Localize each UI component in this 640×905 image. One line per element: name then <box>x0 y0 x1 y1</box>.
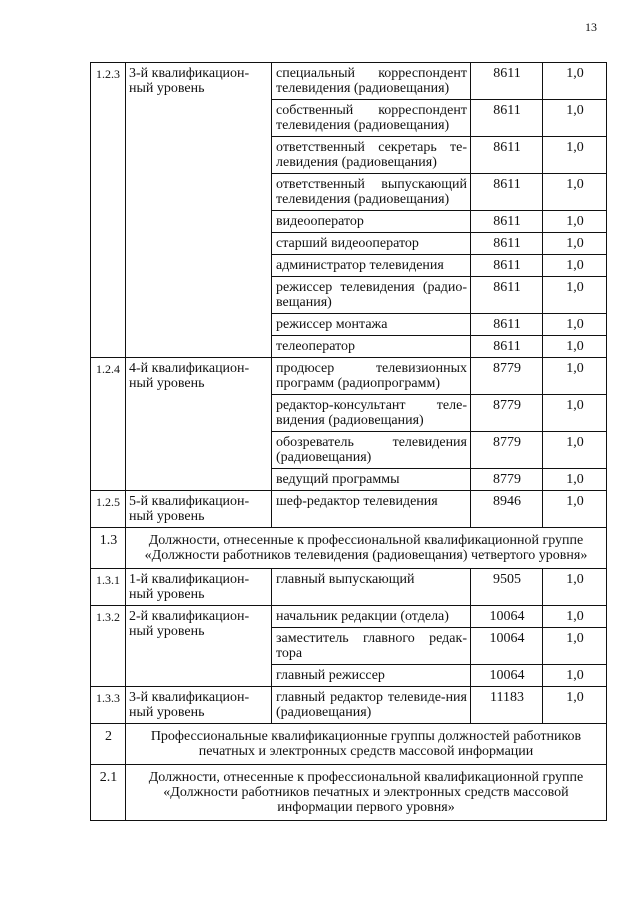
row-number: 1.2.3 <box>91 63 126 358</box>
coefficient-value: 1,0 <box>543 63 607 100</box>
position-name: главный выпускающий <box>272 569 471 606</box>
row-number: 1.2.5 <box>91 491 126 528</box>
salary-value: 8611 <box>471 137 543 174</box>
position-name: редактор-консультант теле-видения (радиовещания) <box>272 395 471 432</box>
coefficient-value: 1,0 <box>543 255 607 277</box>
salary-value: 8779 <box>471 358 543 395</box>
qualification-level: 4-й квалификацион-ный уровень <box>126 358 272 491</box>
row-number: 1.3.2 <box>91 606 126 687</box>
coefficient-value: 1,0 <box>543 358 607 395</box>
position-name: продюсер телевизионных программ (радиопрограмм) <box>272 358 471 395</box>
coefficient-value: 1,0 <box>543 665 607 687</box>
coefficient-value: 1,0 <box>543 137 607 174</box>
position-name: ответственный секретарь те-левидения (радиовещания) <box>272 137 471 174</box>
position-name: специальный корреспондент телевидения (радиовещания) <box>272 63 471 100</box>
section-number: 2 <box>91 724 126 765</box>
qualification-level: 1-й квалификацион-ный уровень <box>126 569 272 606</box>
position-name: телеоператор <box>272 336 471 358</box>
salary-value: 11183 <box>471 687 543 724</box>
table-row <box>91 491 607 528</box>
coefficient-value: 1,0 <box>543 432 607 469</box>
row-number: 1.3.1 <box>91 569 126 606</box>
salary-value: 9505 <box>471 569 543 606</box>
position-name: старший видеооператор <box>272 233 471 255</box>
salary-value: 8611 <box>471 174 543 211</box>
table-row <box>91 63 607 100</box>
position-name: режиссер телевидения (радио-вещания) <box>272 277 471 314</box>
qualification-table <box>90 62 607 821</box>
coefficient-value: 1,0 <box>543 174 607 211</box>
salary-value: 8611 <box>471 336 543 358</box>
section-title: Должности, отнесенные к профессиональной квалификационной группе «Должности работников телевидения (радиовещания) четвертого уровня» <box>126 528 607 569</box>
position-name: обозреватель телевидения (радиовещания) <box>272 432 471 469</box>
position-name: собственный корреспондент телевидения (радиовещания) <box>272 100 471 137</box>
qualification-level: 5-й квалификацион-ный уровень <box>126 491 272 528</box>
position-name: видеооператор <box>272 211 471 233</box>
table-row <box>91 606 607 628</box>
salary-value: 8611 <box>471 63 543 100</box>
salary-value: 10064 <box>471 606 543 628</box>
position-name: заместитель главного редак-тора <box>272 628 471 665</box>
section-row <box>91 724 607 765</box>
position-name: ответственный выпускающий телевидения (радиовещания) <box>272 174 471 211</box>
position-name: администратор телевидения <box>272 255 471 277</box>
salary-value: 8779 <box>471 432 543 469</box>
coefficient-value: 1,0 <box>543 277 607 314</box>
salary-value: 10064 <box>471 665 543 687</box>
coefficient-value: 1,0 <box>543 314 607 336</box>
salary-value: 8611 <box>471 233 543 255</box>
salary-value: 10064 <box>471 628 543 665</box>
coefficient-value: 1,0 <box>543 100 607 137</box>
table-row <box>91 358 607 395</box>
qualification-level: 2-й квалификацион-ный уровень <box>126 606 272 687</box>
section-row <box>91 765 607 821</box>
salary-value: 8611 <box>471 255 543 277</box>
coefficient-value: 1,0 <box>543 469 607 491</box>
section-title: Профессиональные квалификационные группы должностей работников печатных и электронных средств массовой информации <box>126 724 607 765</box>
section-number: 2.1 <box>91 765 126 821</box>
position-name: начальник редакции (отдела) <box>272 606 471 628</box>
table-row <box>91 687 607 724</box>
position-name: главный режиссер <box>272 665 471 687</box>
coefficient-value: 1,0 <box>543 233 607 255</box>
coefficient-value: 1,0 <box>543 491 607 528</box>
qualification-level: 3-й квалификацион-ный уровень <box>126 63 272 358</box>
coefficient-value: 1,0 <box>543 395 607 432</box>
salary-value: 8779 <box>471 469 543 491</box>
salary-value: 8611 <box>471 277 543 314</box>
qualification-level: 3-й квалификацион-ный уровень <box>126 687 272 724</box>
section-title: Должности, отнесенные к профессиональной квалификационной группе «Должности работников печатных и электронных средств массовой информации первого уровня» <box>126 765 607 821</box>
salary-value: 8611 <box>471 100 543 137</box>
salary-value: 8611 <box>471 314 543 336</box>
coefficient-value: 1,0 <box>543 336 607 358</box>
position-name: режиссер монтажа <box>272 314 471 336</box>
position-name: шеф-редактор телевидения <box>272 491 471 528</box>
table-row <box>91 569 607 606</box>
coefficient-value: 1,0 <box>543 211 607 233</box>
coefficient-value: 1,0 <box>543 606 607 628</box>
row-number: 1.3.3 <box>91 687 126 724</box>
salary-value: 8611 <box>471 211 543 233</box>
section-number: 1.3 <box>91 528 126 569</box>
position-name: ведущий программы <box>272 469 471 491</box>
coefficient-value: 1,0 <box>543 628 607 665</box>
page-number: 13 <box>585 20 597 34</box>
salary-value: 8946 <box>471 491 543 528</box>
coefficient-value: 1,0 <box>543 569 607 606</box>
salary-value: 8779 <box>471 395 543 432</box>
coefficient-value: 1,0 <box>543 687 607 724</box>
section-row <box>91 528 607 569</box>
row-number: 1.2.4 <box>91 358 126 491</box>
position-name: главный редактор телевиде-ния (радиовещания) <box>272 687 471 724</box>
